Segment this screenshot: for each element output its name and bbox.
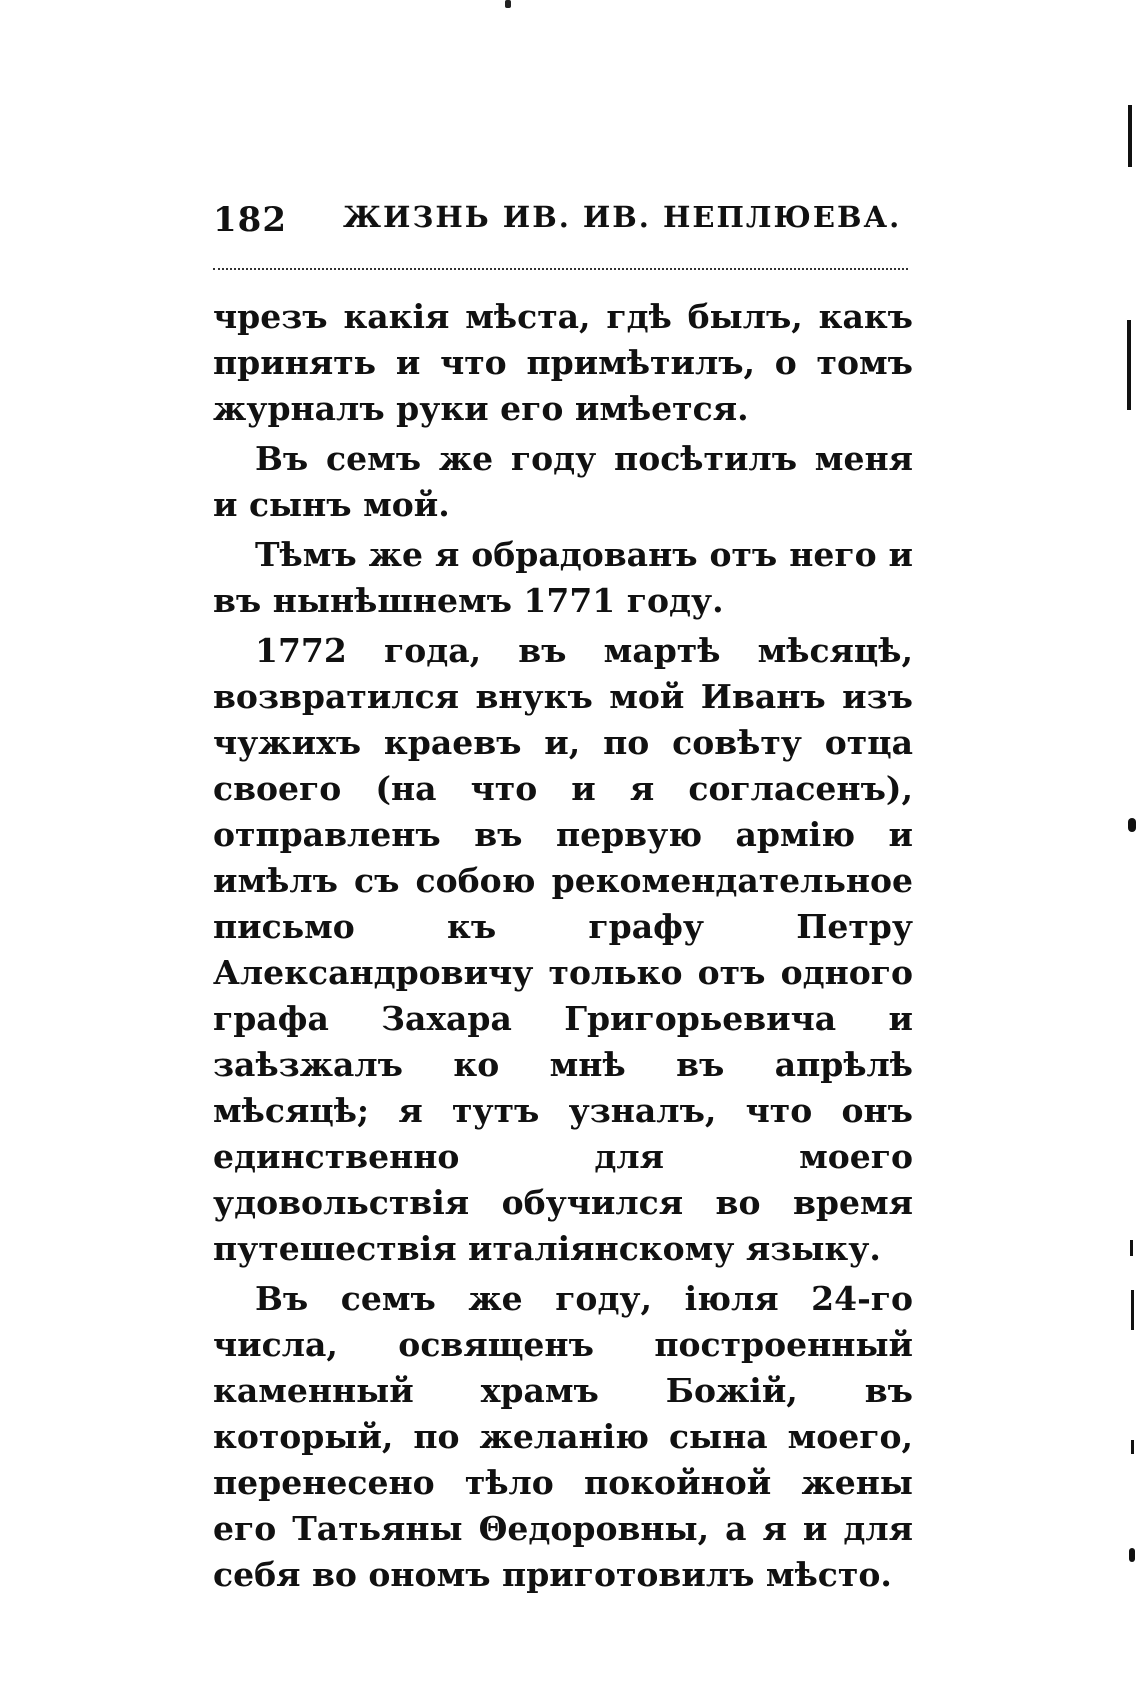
scan-edge-mark xyxy=(1128,818,1136,832)
scan-edge-mark xyxy=(1127,320,1131,410)
body-text xyxy=(213,294,913,1602)
scan-edge-mark xyxy=(1128,105,1132,167)
paragraph: Тѣмъ же я обрадованъ отъ него и въ нынѣшнемъ 1771 году. xyxy=(213,535,913,620)
running-header xyxy=(213,200,913,250)
header-rule xyxy=(213,268,908,270)
scan-edge-mark xyxy=(1129,1548,1135,1562)
paragraph: Въ семъ же году, іюля 24-го числа, освященъ построенный каменный храмъ Божій, въ который, по желанію сына моего, перенесено тѣло покойной жены его Татьяны Θедоровны, а я и для себя во ономъ приготовилъ мѣсто. xyxy=(213,1279,913,1594)
paragraph: Въ семъ же году посѣтилъ меня и сынъ мой. xyxy=(213,439,913,524)
running-title: ЖИЗНЬ ИВ. ИВ. НЕПЛЮЕВА. xyxy=(343,200,902,234)
paragraph: 1772 года, въ мартѣ мѣсяцѣ, возвратился внукъ мой Иванъ изъ чужихъ краевъ и, по совѣту отца своего (на что и я согласенъ), отправленъ въ первую армію и имѣлъ съ собою рекомендательное письмо къ графу Петру Александровичу только отъ одного графа Захара Григорьевича и заѣзжалъ ко мнѣ въ апрѣлѣ мѣсяцѣ; я тутъ узналъ, что онъ единственно для моего удовольствія обучился во время путешествія италіянскому языку. xyxy=(213,631,913,1268)
scan-edge-mark xyxy=(1131,1290,1134,1330)
scan-speck xyxy=(505,0,511,8)
paragraph-continuation: чрезъ какія мѣста, гдѣ былъ, какъ принять и что примѣтилъ, о томъ журналъ руки его имѣется. xyxy=(213,297,913,428)
page-number: 182 xyxy=(213,200,287,240)
scan-edge-mark xyxy=(1130,1240,1133,1256)
scan-edge-mark xyxy=(1131,1440,1134,1454)
